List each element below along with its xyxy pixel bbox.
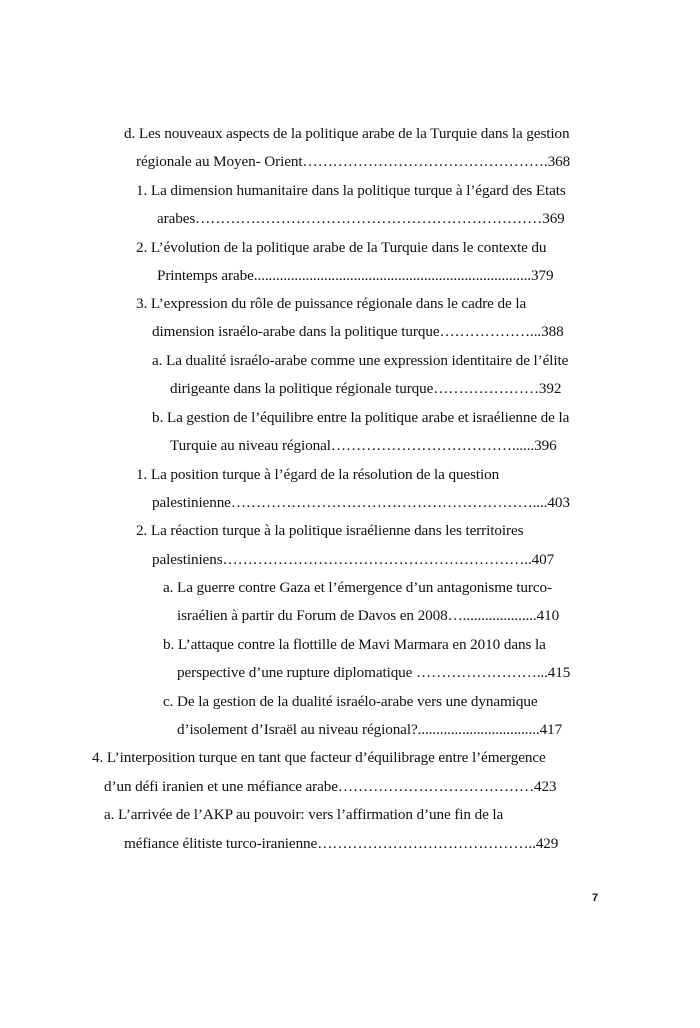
toc-entry-p2-line1: 2. La réaction turque à la politique israélienne dans les territoires xyxy=(136,522,524,539)
toc-entry-p2c-line1: c. De la gestion de la dualité israélo-arabe vers une dynamique xyxy=(163,693,538,710)
toc-entry-4a-line2: méfiance élitiste turco-iranienne……………………………………..429 xyxy=(124,835,559,852)
toc-entry-4a-line1: a. L’arrivée de l’AKP au pouvoir: vers l’affirmation d’une fin de la xyxy=(104,806,504,823)
toc-entry-d-line1: d. Les nouveaux aspects de la politique arabe de la Turquie dans la gestion xyxy=(124,125,570,142)
page-number: 7 xyxy=(592,892,599,904)
toc-entry-d3b-line1: b. La gestion de l’équilibre entre la politique arabe et israélienne de la xyxy=(152,409,570,426)
toc-entry-p1-line2: palestinienne……………………………………………………....403 xyxy=(152,494,570,511)
toc-entry-p2b-line1: b. L’attaque contre la flottille de Mavi Marmara en 2010 dans la xyxy=(163,636,546,653)
toc-entry-d3a-line2: dirigeante dans la politique régionale turque…………………392 xyxy=(170,380,562,397)
toc-entry-d-line2: régionale au Moyen- Orient………………………………………….368 xyxy=(136,153,571,170)
toc-entry-d3-line1: 3. L’expression du rôle de puissance régionale dans le cadre de la xyxy=(136,295,527,312)
toc-entry-p1-line1: 1. La position turque à l’égard de la résolution de la question xyxy=(136,466,500,483)
toc-entry-d3a-line1: a. La dualité israélo-arabe comme une expression identitaire de l’élite xyxy=(152,352,569,369)
toc-entry-p2c-line2: d’isolement d’Israël au niveau régional?.................................417 xyxy=(177,721,563,738)
toc-entry-p2-line2: palestiniens……………………………………………………..407 xyxy=(152,551,555,568)
toc-entry-d1-line1: 1. La dimension humanitaire dans la politique turque à l’égard des Etats xyxy=(136,182,566,199)
toc-entry-4-line1: 4. L’interposition turque en tant que facteur d’équilibrage entre l’émergence xyxy=(92,749,546,766)
toc-entry-d1-line2: arabes……………………………………………………………369 xyxy=(157,210,565,227)
toc-entry-p2a-line1: a. La guerre contre Gaza et l’émergence d’un antagonisme turco- xyxy=(163,579,552,596)
toc-entry-p2a-line2: israélien à partir du Forum de Davos en 2008…....................410 xyxy=(177,607,560,624)
toc-entry-d3-line2: dimension israélo-arabe dans la politique turque………………...388 xyxy=(152,323,564,340)
toc-entry-d3b-line2: Turquie au niveau régional………………………………......396 xyxy=(170,437,557,454)
toc-entry-p2b-line2: perspective d’une rupture diplomatique ……………………...415 xyxy=(177,664,571,681)
toc-entry-d2-line2: Printemps arabe...........................................................................379 xyxy=(157,267,554,284)
toc-entry-d2-line1: 2. L’évolution de la politique arabe de la Turquie dans le contexte du xyxy=(136,239,547,256)
toc-entry-4-line2: d’un défi iranien et une méfiance arabe…………………………………423 xyxy=(104,778,557,795)
